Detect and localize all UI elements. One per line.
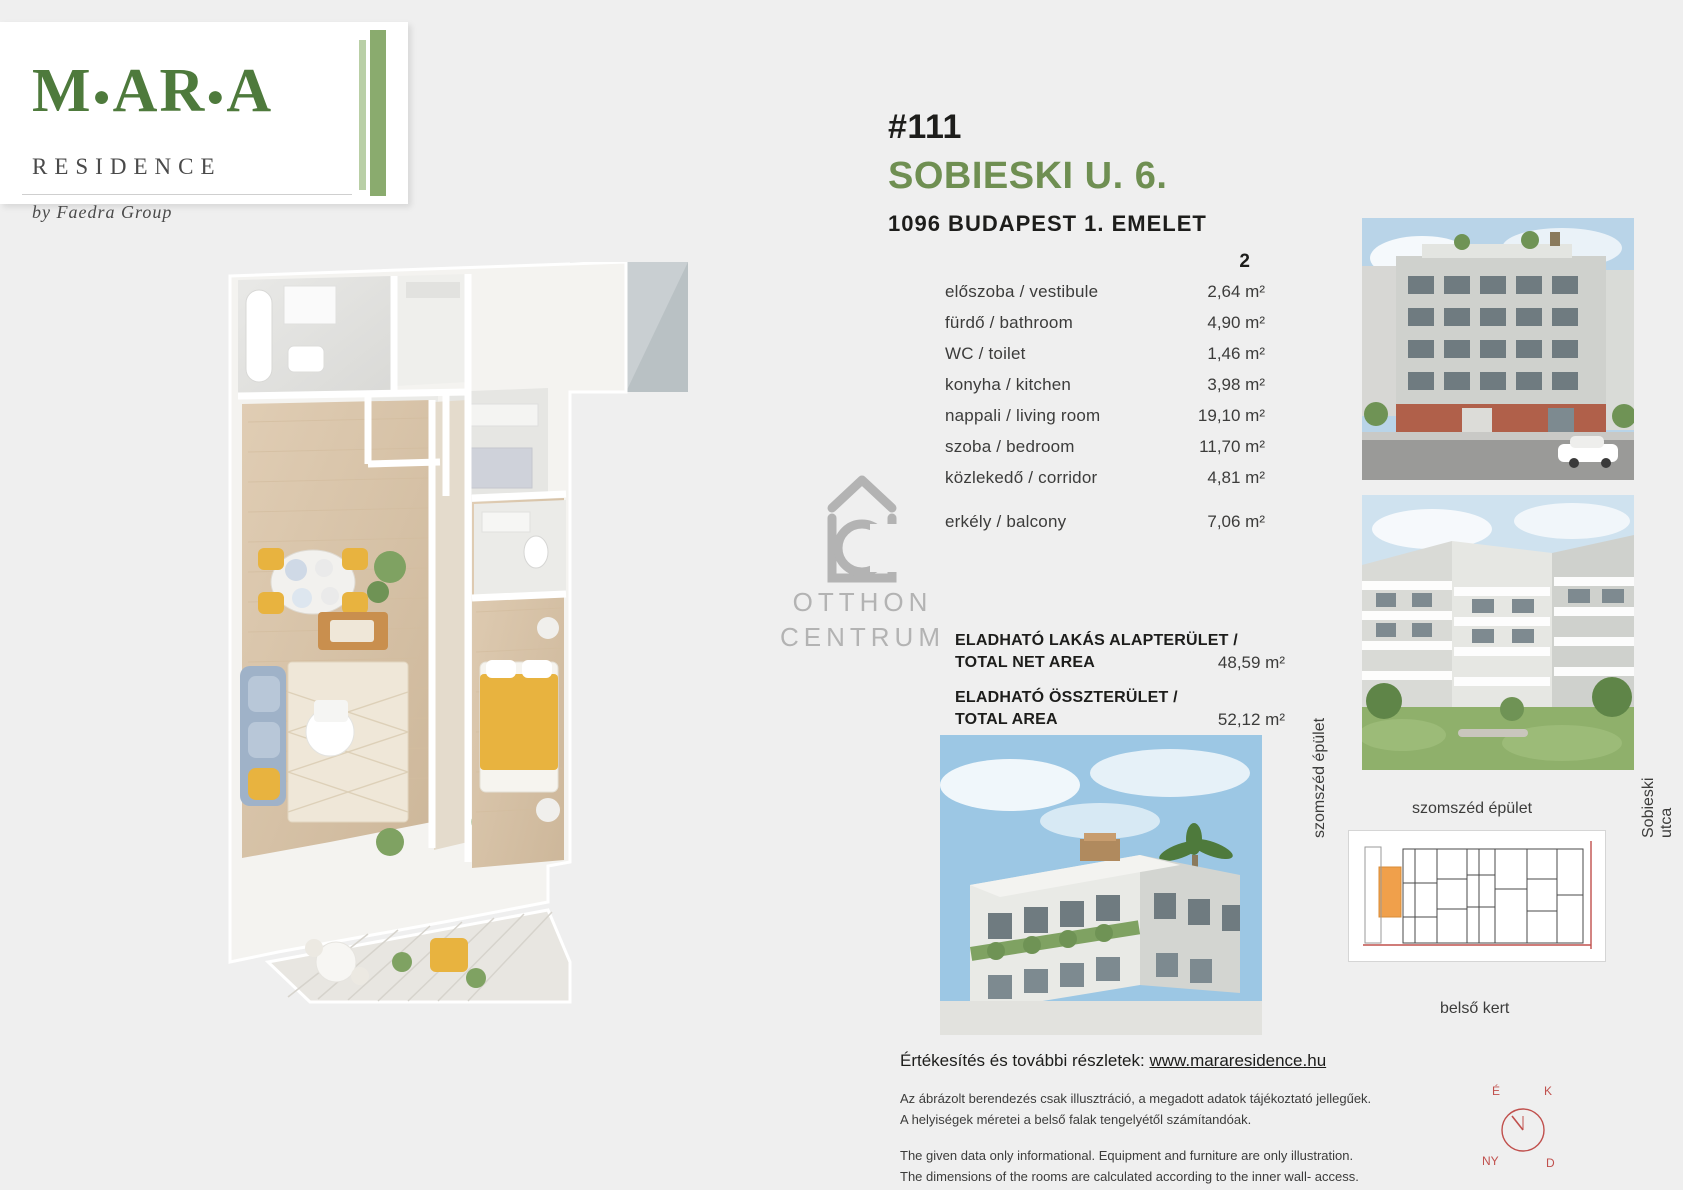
disclaimer-en-line1: The given data only informational. Equipment and furniture are only illustration.: [900, 1148, 1354, 1163]
brand-letter-a2: A: [226, 57, 274, 125]
website-link[interactable]: www.mararesidence.hu: [1149, 1051, 1327, 1070]
street-address: SOBIESKI U. 6.: [888, 155, 1168, 197]
sales-contact-line: [900, 1051, 1326, 1071]
building-render-street: [1362, 218, 1634, 480]
room-area-table: [945, 251, 1265, 543]
total-area-label-line1: ELADHATÓ ÖSSZTERÜLET /: [955, 689, 1178, 707]
room-area: 4,81 m²: [1207, 468, 1265, 487]
room-label: nappali / living room: [945, 406, 1101, 425]
room-label: konyha / kitchen: [945, 375, 1072, 394]
net-area-block: [955, 630, 1285, 673]
building-render-courtyard: [1362, 495, 1634, 770]
totals-block: [955, 630, 1285, 744]
otthon-centrum-line2: CENTRUM: [780, 622, 945, 653]
room-label: WC / toilet: [945, 344, 1026, 363]
brand-dot-2: ●: [206, 79, 227, 113]
brand-dot-1: ●: [92, 79, 113, 113]
disclaimer-hu-line2: A helyiségek méretei a belső falak tengelyétől számítandóak.: [900, 1111, 1252, 1127]
logo-accent-bar: [370, 30, 386, 196]
compass-south-label: D: [1546, 1156, 1555, 1170]
unit-number: #111: [888, 108, 962, 146]
sitemap-caption-left: szomszéd épület: [1311, 717, 1328, 838]
otthon-centrum-logo: [770, 460, 955, 655]
room-area: 7,06 m²: [1207, 512, 1265, 531]
brand-letter-r: R: [159, 57, 207, 125]
disclaimer-en-line2: The dimensions of the rooms are calculated according to the inner wall- access.: [900, 1168, 1359, 1184]
table-row: [945, 375, 1265, 395]
table-row-balcony: [945, 512, 1265, 532]
table-row: [945, 437, 1265, 457]
city-and-floor: 1096 BUDAPEST 1. EMELET: [888, 211, 1207, 236]
building-render-aerial: [940, 735, 1262, 1035]
disclaimer-hu-line1: Az ábrázolt berendezés csak illusztráció, a megadott adatok tájékoztató jellegűek.: [900, 1091, 1372, 1106]
room-area: 19,10 m²: [1197, 406, 1265, 425]
logo-accent-bar-thin: [359, 40, 366, 190]
brand-name: [32, 56, 273, 127]
sitemap-caption-right: Sobieski utca: [1640, 777, 1675, 838]
table-row: [945, 344, 1265, 364]
room-label: előszoba / vestibule: [945, 282, 1099, 301]
room-label: közlekedő / corridor: [945, 468, 1098, 487]
total-area-block: [955, 687, 1285, 730]
compass-west-label: NY: [1482, 1154, 1499, 1168]
table-row: [945, 282, 1265, 302]
otthon-centrum-mark-icon: [770, 460, 955, 585]
brand-letter-a1: A: [112, 57, 160, 125]
net-area-label-line2: TOTAL NET AREA: [955, 653, 1095, 671]
compass-north-label: É: [1492, 1084, 1501, 1098]
floorplan-image: [218, 262, 738, 1042]
table-row: [945, 468, 1265, 488]
table-row: [945, 406, 1265, 426]
disclaimer-english: [900, 1146, 1359, 1188]
sitemap-caption-top: szomszéd épület: [1412, 800, 1533, 817]
site-plan-diagram: [1348, 830, 1606, 962]
sales-contact-prefix: Értékesítés és további részletek:: [900, 1051, 1150, 1070]
brand-byline: by Faedra Group: [32, 202, 173, 222]
total-area-label-line2: TOTAL AREA: [955, 710, 1058, 728]
room-label: fürdő / bathroom: [945, 313, 1073, 332]
room-count: 2: [1239, 251, 1250, 272]
otthon-centrum-line1: OTTHON: [792, 587, 933, 617]
total-area-value: 52,12 m²: [1217, 710, 1285, 730]
net-area-value: 48,59 m²: [1217, 653, 1285, 673]
sitemap-caption-bottom: belső kert: [1440, 1000, 1510, 1017]
brand-logo-card: [0, 22, 408, 222]
room-area: 3,98 m²: [1207, 375, 1265, 394]
disclaimer-hungarian: [900, 1089, 1371, 1131]
compass-rose-icon: [1478, 1082, 1568, 1172]
room-area: 4,90 m²: [1207, 313, 1265, 332]
room-area: 1,46 m²: [1207, 344, 1265, 363]
table-row: [945, 313, 1265, 333]
room-area: 11,70 m²: [1199, 437, 1265, 456]
compass-east-label: K: [1544, 1084, 1553, 1098]
net-area-label-line1: ELADHATÓ LAKÁS ALAPTERÜLET /: [955, 632, 1238, 649]
room-label: erkély / balcony: [945, 512, 1067, 531]
brand-letter-m: M: [32, 57, 93, 125]
room-label: szoba / bedroom: [945, 437, 1075, 456]
room-area: 2,64 m²: [1207, 282, 1265, 301]
brand-subtitle: RESIDENCE: [32, 154, 222, 179]
logo-divider: [22, 194, 352, 195]
